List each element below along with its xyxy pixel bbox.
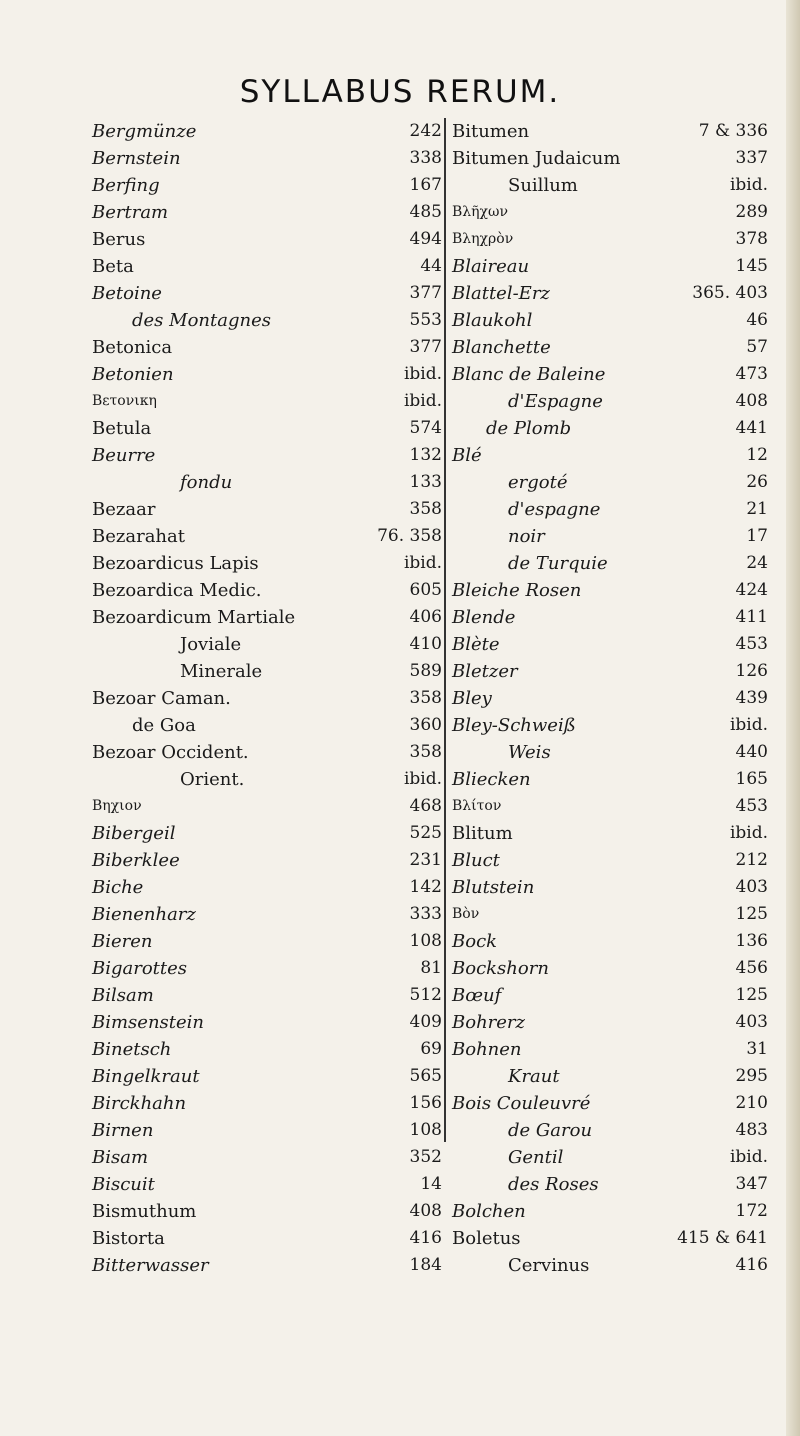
entry-term: de Garou [508,1120,593,1141]
entry-page-ref: 408 [409,1201,442,1221]
index-entry [446,712,768,739]
index-entry [446,442,768,469]
entry-term: Bezoardicus Lapis [92,553,259,574]
index-entry [92,955,446,982]
entry-page-ref: 136 [735,931,768,951]
entry-page-ref: 408 [735,391,768,411]
index-entry [446,361,768,388]
entry-term: Biche [92,877,144,898]
entry-term: Blaukohl [452,310,533,331]
index-entry [446,658,768,685]
entry-page-ref: 69 [420,1039,442,1059]
entry-page-ref: 565 [409,1066,442,1086]
index-entry [92,658,446,685]
entry-page-ref: 46 [746,310,768,330]
entry-page-ref: ibid. [403,769,442,789]
index-entry [446,1225,768,1252]
entry-page-ref: 377 [409,337,442,357]
index-entry [446,145,768,172]
entry-page-ref: ibid. [729,175,768,195]
index-entry [92,901,446,928]
entry-page-ref: 156 [409,1093,442,1113]
entry-term: de Goa [132,715,196,736]
index-entry [92,496,446,523]
entry-term: Βετονικη [92,393,157,409]
entry-page-ref: 338 [409,148,442,168]
entry-term: Bitumen Judaicum [452,148,621,169]
index-entry [92,307,446,334]
entry-page-ref: 57 [746,337,768,357]
index-entry [446,1198,768,1225]
left-column [92,118,446,1279]
index-entry [92,334,446,361]
index-entry [446,685,768,712]
index-entry [92,1009,446,1036]
index-entry [92,523,446,550]
index-entry [446,1009,768,1036]
index-entry [92,1063,446,1090]
entry-term: Bohrerz [452,1012,526,1033]
entry-term: fondu [180,472,233,493]
entry-page-ref: 439 [735,688,768,708]
entry-page-ref: 242 [409,121,442,141]
index-entry [92,766,446,793]
entry-page-ref: 212 [735,850,768,870]
entry-term: Βηχιον [92,798,142,814]
entry-page-ref: 468 [409,796,442,816]
entry-term: Bilsam [92,985,154,1006]
entry-page-ref: 365. 403 [692,283,768,303]
entry-term: Bertram [92,202,169,223]
entry-page-ref: 411 [735,607,768,627]
entry-page-ref: 7 & 336 [698,121,768,141]
entry-page-ref: 378 [735,229,768,249]
entry-term: Bibergeil [92,823,176,844]
entry-term: Berfing [92,175,160,196]
index-entry [92,118,446,145]
entry-term: ergoté [508,472,568,493]
entry-page-ref: ibid. [403,391,442,411]
entry-term: Bezoar Occident. [92,742,249,763]
entry-term: Blattel-Erz [452,283,550,304]
index-entry [92,280,446,307]
entry-term: Blitum [452,823,513,844]
entry-page-ref: 165 [735,769,768,789]
index-entry [446,415,768,442]
entry-page-ref: ibid. [729,823,768,843]
index-entry [92,1225,446,1252]
entry-page-ref: 352 [409,1147,442,1167]
entry-page-ref: 295 [735,1066,768,1086]
entry-term: Bitterwasser [92,1255,209,1276]
entry-term: Bley-Schweiß [452,715,576,736]
entry-page-ref: 605 [409,580,442,600]
index-entry [446,1036,768,1063]
entry-term: Biscuit [92,1174,155,1195]
entry-page-ref: 441 [735,418,768,438]
index-entry [446,118,768,145]
entry-term: Minerale [180,661,263,682]
entry-term: Gentil [508,1147,564,1168]
index-entry [92,361,446,388]
entry-page-ref: 473 [735,364,768,384]
index-entry [446,1117,768,1144]
index-entry [92,388,446,415]
index-entry [92,172,446,199]
entry-term: Bismuthum [92,1201,197,1222]
index-entry [92,1117,446,1144]
entry-page-ref: 416 [409,1228,442,1248]
entry-page-ref: 377 [409,283,442,303]
index-entry [446,1171,768,1198]
entry-page-ref: 424 [735,580,768,600]
index-entry [446,847,768,874]
index-entry [446,604,768,631]
entry-term: Bolchen [452,1201,526,1222]
entry-term: Kraut [508,1066,560,1087]
entry-page-ref: 553 [409,310,442,330]
entry-term: Βλίτον [452,798,502,814]
entry-term: Blanchette [452,337,551,358]
entry-page-ref: 358 [409,499,442,519]
entry-page-ref: 485 [409,202,442,222]
index-entry [446,1063,768,1090]
index-entry [446,901,768,928]
index-entry [92,253,446,280]
index-entry [446,388,768,415]
entry-page-ref: 125 [735,904,768,924]
entry-term: Bezoar Caman. [92,688,231,709]
index-entry [92,739,446,766]
entry-page-ref: 403 [735,877,768,897]
entry-term: Biberklee [92,850,180,871]
entry-term: Boletus [452,1228,521,1249]
entry-page-ref: 31 [746,1039,768,1059]
entry-term: Βὸν [452,906,480,922]
index-entry [446,1144,768,1171]
entry-term: Blanc de Baleine [452,364,606,385]
entry-page-ref: 589 [409,661,442,681]
index-entry [92,226,446,253]
entry-term: Bezaar [92,499,156,520]
entry-term: Birnen [92,1120,154,1141]
index-entry [92,1198,446,1225]
entry-page-ref: 512 [409,985,442,1005]
index-entry [92,631,446,658]
index-entry [446,469,768,496]
index-entry [92,1171,446,1198]
index-entry [446,496,768,523]
index-entry [446,739,768,766]
entry-page-ref: 184 [409,1255,442,1275]
entry-term: Bezoardica Medic. [92,580,262,601]
index-entry [446,253,768,280]
entry-page-ref: 21 [746,499,768,519]
entry-term: Betula [92,418,152,439]
entry-page-ref: ibid. [403,553,442,573]
entry-page-ref: 525 [409,823,442,843]
index-entry [446,793,768,820]
entry-page-ref: 453 [735,796,768,816]
entry-page-ref: 337 [735,148,768,168]
index-entry [446,172,768,199]
entry-page-ref: 231 [409,850,442,870]
entry-term: Blète [452,634,500,655]
entry-term: Blé [452,445,482,466]
index-entry [92,928,446,955]
entry-term: Bœuf [452,985,502,1006]
entry-page-ref: 440 [735,742,768,762]
entry-term: Bigarottes [92,958,188,979]
entry-term: Bezoardicum Martiale [92,607,296,628]
index-entry [92,712,446,739]
index-entry [92,415,446,442]
index-entry [446,982,768,1009]
index-entry [92,1036,446,1063]
entry-term: Βλῆχων [452,204,508,220]
entry-page-ref: 14 [420,1174,442,1194]
entry-term: Bienenharz [92,904,196,925]
entry-page-ref: 403 [735,1012,768,1032]
index-entry [92,1252,446,1279]
entry-page-ref: 289 [735,202,768,222]
entry-page-ref: 125 [735,985,768,1005]
entry-term: de Turquie [508,553,608,574]
entry-term: Βληχρὸν [452,231,514,247]
entry-term: Bluct [452,850,500,871]
entry-term: Weis [508,742,551,763]
entry-term: Bliecken [452,769,531,790]
index-entry [446,955,768,982]
entry-page-ref: 210 [735,1093,768,1113]
entry-term: d'espagne [508,499,601,520]
page-title: SYLLABUS RERUM. [239,74,561,110]
entry-page-ref: ibid. [729,1147,768,1167]
entry-term: Bohnen [452,1039,522,1060]
entry-page-ref: ibid. [403,364,442,384]
entry-page-ref: 44 [420,256,442,276]
entry-term: Betoine [92,283,162,304]
entry-term: Bitumen [452,121,530,142]
entry-term: Bingelkraut [92,1066,200,1087]
index-entry [446,1090,768,1117]
entry-term: d'Espagne [508,391,603,412]
entry-term: Beta [92,256,134,277]
entry-term: Beurre [92,445,156,466]
entry-term: Suillum [508,175,578,196]
entry-page-ref: 133 [409,472,442,492]
entry-page-ref: 574 [409,418,442,438]
entry-page-ref: ibid. [729,715,768,735]
entry-page-ref: 416 [735,1255,768,1275]
entry-term: Joviale [180,634,242,655]
entry-page-ref: 108 [409,931,442,951]
entry-page-ref: 26 [746,472,768,492]
entry-page-ref: 494 [409,229,442,249]
entry-page-ref: 453 [735,634,768,654]
index-entry [446,820,768,847]
entry-term: noir [508,526,545,547]
entry-page-ref: 347 [735,1174,768,1194]
entry-term: Bockshorn [452,958,549,979]
entry-term: Bletzer [452,661,518,682]
entry-page-ref: 358 [409,742,442,762]
entry-page-ref: 142 [409,877,442,897]
entry-term: Bisam [92,1147,149,1168]
entry-term: Orient. [180,769,245,790]
entry-page-ref: 167 [409,175,442,195]
entry-page-ref: 360 [409,715,442,735]
index-entry [446,523,768,550]
entry-term: Blaireau [452,256,530,277]
entry-page-ref: 415 & 641 [677,1228,768,1248]
entry-term: de Plomb [486,418,572,439]
index-entry [92,199,446,226]
entry-term: Cervinus [508,1255,590,1276]
entry-page-ref: 126 [735,661,768,681]
entry-term: Berus [92,229,146,250]
index-entry [92,469,446,496]
entry-page-ref: 409 [409,1012,442,1032]
entry-term: Bistorta [92,1228,165,1249]
index-entry [92,604,446,631]
index-entry [446,307,768,334]
entry-term: Blutstein [452,877,535,898]
entry-term: Bley [452,688,492,709]
index-entry [92,847,446,874]
entry-page-ref: 172 [735,1201,768,1221]
entry-page-ref: 76. 358 [377,526,442,546]
index-entry [92,577,446,604]
entry-page-ref: 108 [409,1120,442,1140]
entry-page-ref: 17 [746,526,768,546]
index-entry [446,631,768,658]
page-edge [786,0,800,1436]
entry-term: Bleiche Rosen [452,580,582,601]
index-entry [446,928,768,955]
index-entry [92,982,446,1009]
index-entry [446,199,768,226]
index-entry [92,820,446,847]
entry-term: des Roses [508,1174,599,1195]
entry-term: Bimsenstein [92,1012,205,1033]
entry-term: Birckhahn [92,1093,187,1114]
index-entry [92,442,446,469]
entry-page-ref: 24 [746,553,768,573]
index-entry [446,550,768,577]
right-column [446,118,768,1279]
entry-page-ref: 12 [746,445,768,465]
entry-page-ref: 456 [735,958,768,978]
entry-term: Bernstein [92,148,181,169]
index-entry [92,685,446,712]
entry-term: Bezarahat [92,526,185,547]
entry-term: Bergmünze [92,121,197,142]
index-entry [92,793,446,820]
entry-term: Betonica [92,337,173,358]
index-entry [446,1252,768,1279]
index-entry [92,874,446,901]
entry-term: Betonien [92,364,174,385]
index-entry [446,226,768,253]
entry-page-ref: 145 [735,256,768,276]
entry-page-ref: 483 [735,1120,768,1140]
entry-page-ref: 132 [409,445,442,465]
entry-term: Blende [452,607,516,628]
entry-page-ref: 358 [409,688,442,708]
index-entry [446,577,768,604]
index-entry [446,874,768,901]
index-entry [92,145,446,172]
index-entry [446,766,768,793]
index-entry [446,334,768,361]
entry-term: Bieren [92,931,153,952]
entry-term: Binetsch [92,1039,172,1060]
entry-page-ref: 406 [409,607,442,627]
index-entry [92,1090,446,1117]
entry-page-ref: 410 [409,634,442,654]
entry-page-ref: 81 [420,958,442,978]
index-entry [92,1144,446,1171]
entry-term: Bock [452,931,498,952]
entry-term: Bois Couleuvré [452,1093,591,1114]
entry-page-ref: 333 [409,904,442,924]
entry-term: des Montagnes [132,310,271,331]
index-entry [446,280,768,307]
index-entry [92,550,446,577]
